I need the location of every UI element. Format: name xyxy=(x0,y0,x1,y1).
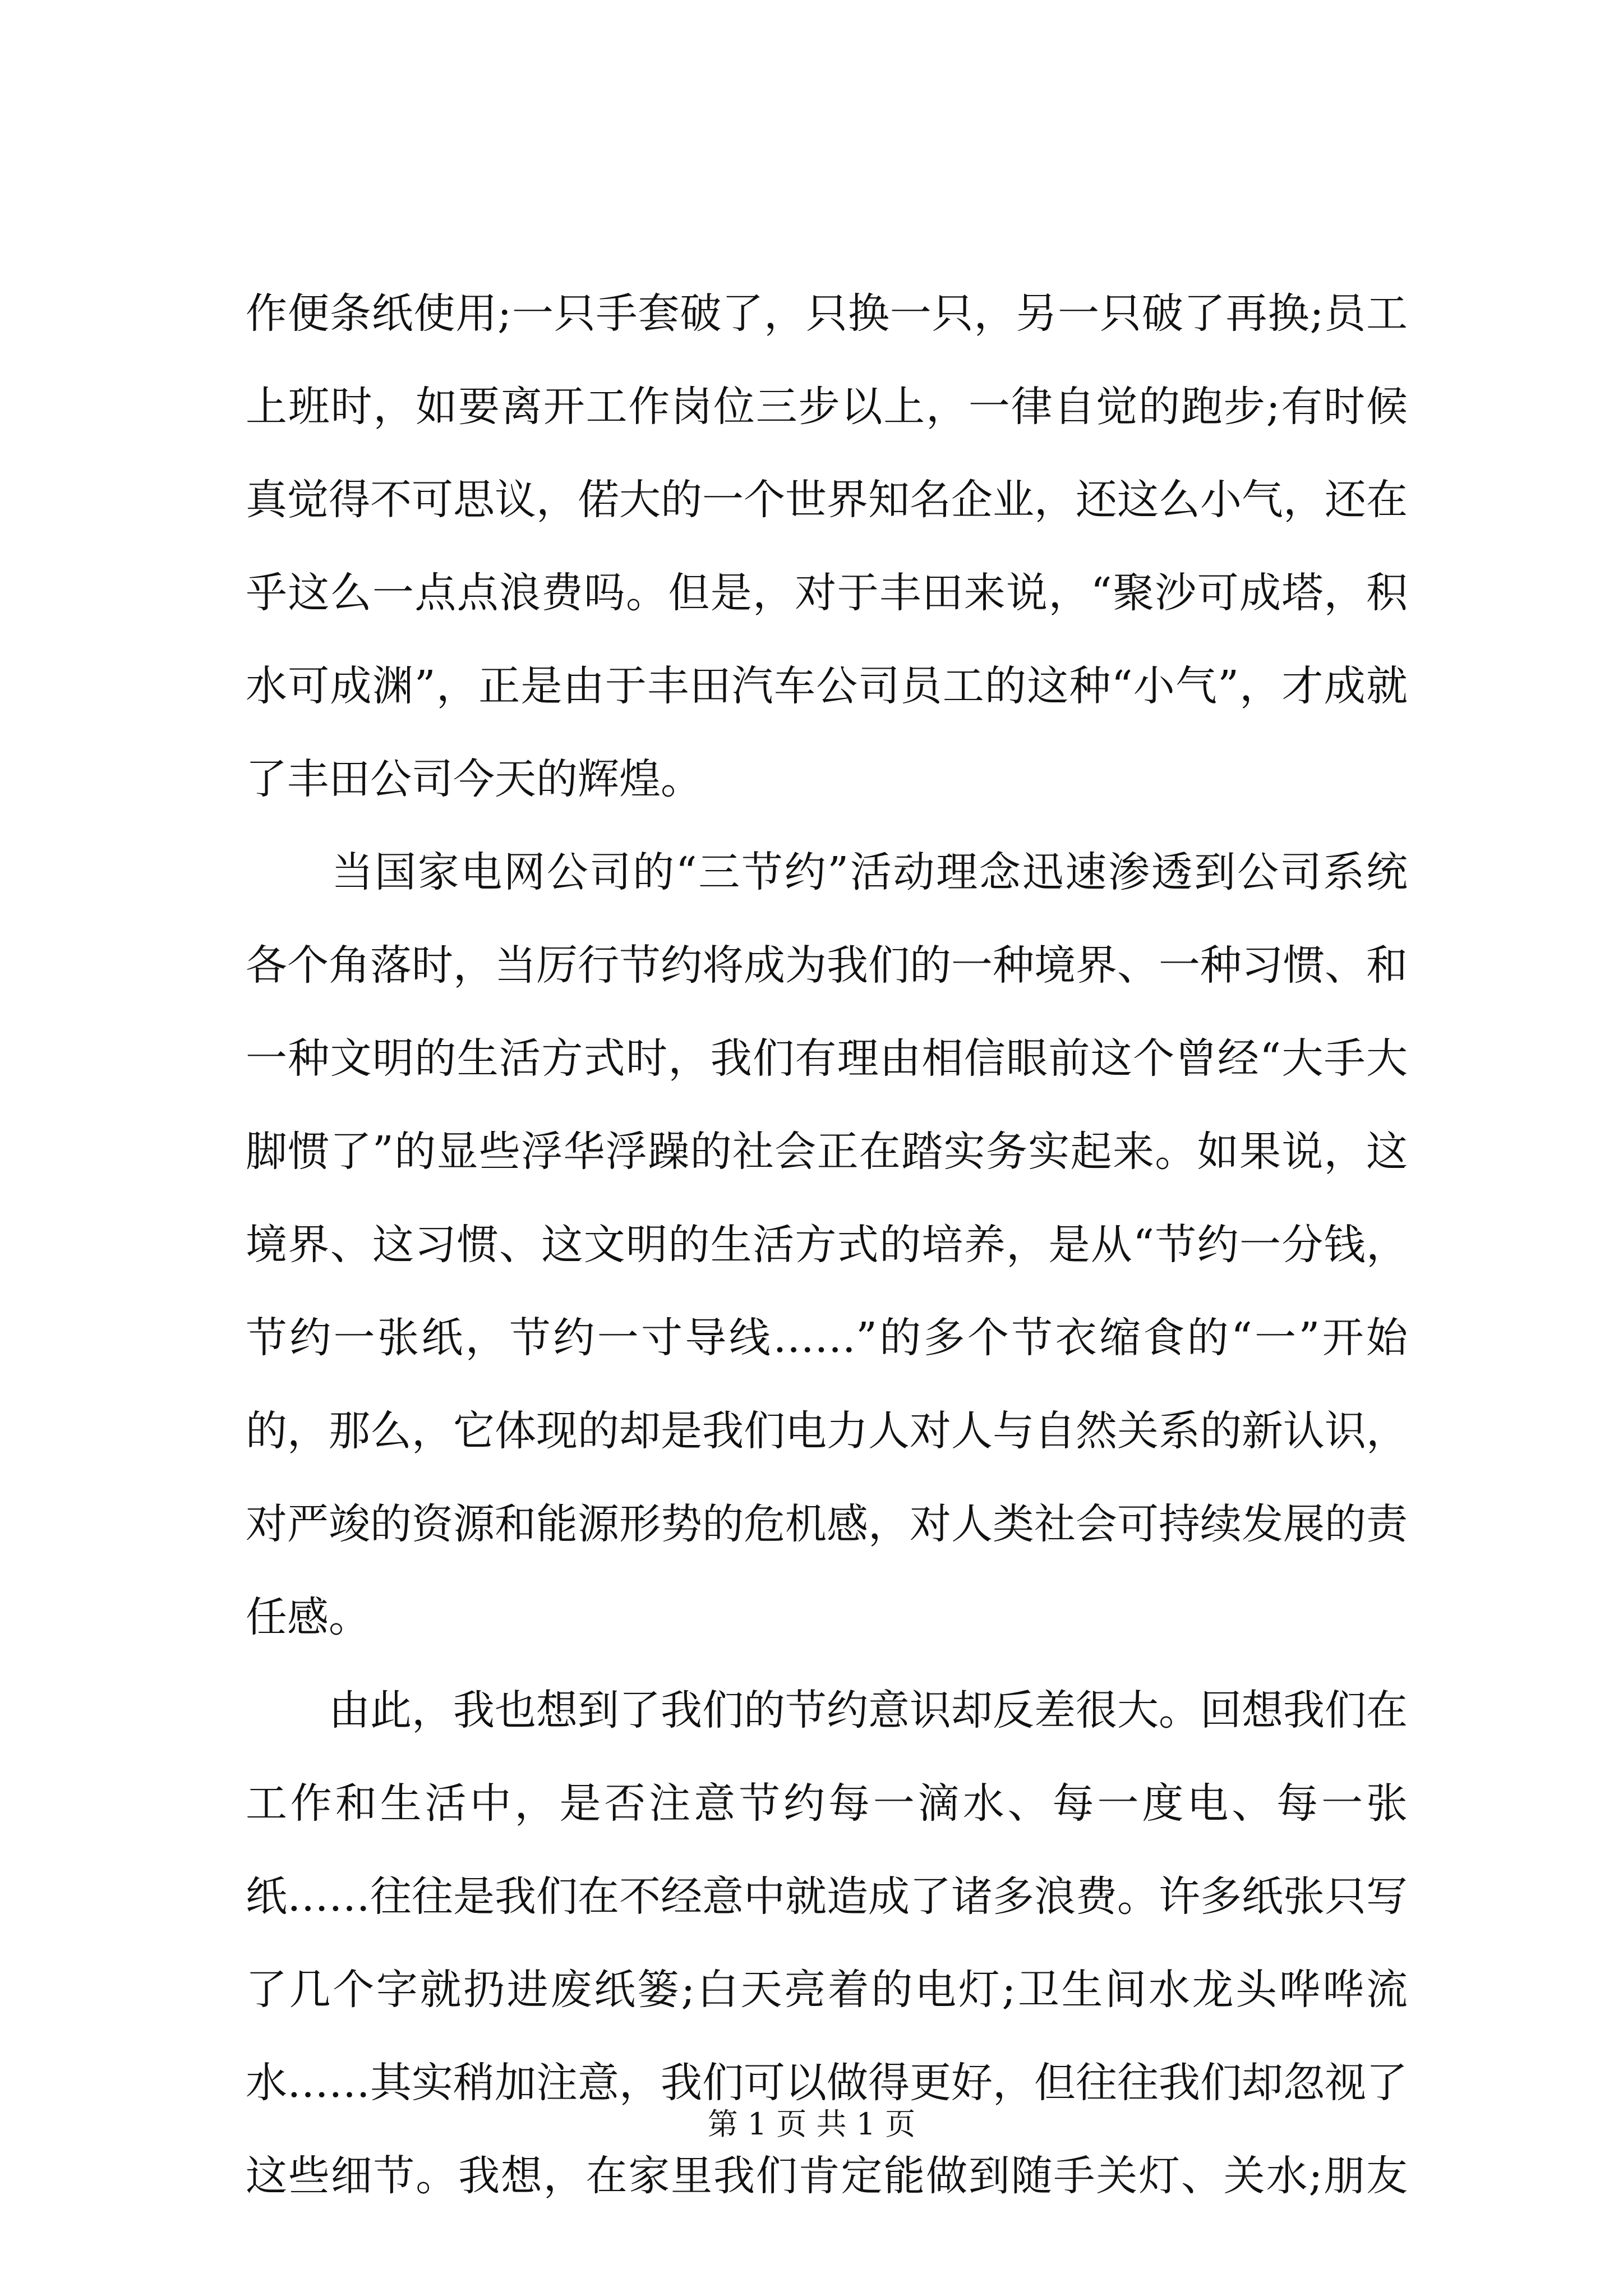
text-line: 水……其实稍加注意，我们可以做得更好，但往往我们却忽视了 xyxy=(246,2059,1408,2107)
text-line: 了丰田公司今天的辉煌。 xyxy=(246,755,702,803)
text-line: 各个角落时，当厉行节约将成为我们的一种境界、一种习惯、和 xyxy=(246,941,1408,990)
text-line: 任感。 xyxy=(246,1593,370,1641)
text-line: 真觉得不可思议，偌大的一个世界知名企业，还这么小气，还在 xyxy=(246,476,1408,524)
body-text xyxy=(246,267,1408,2223)
text-line: 纸……往往是我们在不经意中就造成了诸多浪费。许多纸张只写 xyxy=(246,1872,1408,1921)
text-line: 乎这么一点点浪费吗。但是，对于丰田来说，“聚沙可成塔，积 xyxy=(246,569,1408,617)
text-line: 当国家电网公司的“三节约”活动理念迅速渗透到公司系统 xyxy=(246,848,1408,896)
text-line: 了几个字就扔进废纸篓;白天亮着的电灯;卫生间水龙头哗哗流 xyxy=(246,1966,1408,2014)
text-line: 由此，我也想到了我们的节约意识却反差很大。回想我们在 xyxy=(246,1686,1408,1734)
text-line: 脚惯了”的显些浮华浮躁的社会正在踏实务实起来。如果说，这 xyxy=(246,1128,1408,1176)
text-line: 作便条纸使用;一只手套破了，只换一只，另一只破了再换;员工 xyxy=(246,289,1408,338)
text-line: 节约一张纸，节约一寸导线……”的多个节衣缩食的“一”开始 xyxy=(246,1314,1408,1362)
text-line: 境界、这习惯、这文明的生活方式的培养，是从“节约一分钱， xyxy=(246,1221,1408,1269)
text-line: 水可成渊”，正是由于丰田汽车公司员工的这种“小气”，才成就 xyxy=(246,662,1408,710)
text-line: 这些细节。我想，在家里我们肯定能做到随手关灯、关水;朋友 xyxy=(246,2152,1408,2200)
text-line: 一种文明的生活方式时，我们有理由相信眼前这个曾经“大手大 xyxy=(246,1034,1408,1083)
page-number-footer: 第 1 页 共 1 页 xyxy=(707,2106,916,2142)
text-line: 对严竣的资源和能源形势的危机感，对人类社会可持续发展的责 xyxy=(246,1500,1408,1548)
text-line: 上班时，如要离开工作岗位三步以上，一律自觉的跑步;有时候 xyxy=(246,383,1408,431)
text-line: 的，那么，它体现的却是我们电力人对人与自然关系的新认识， xyxy=(246,1407,1408,1455)
text-line: 工作和生活中，是否注意节约每一滴水、每一度电、每一张 xyxy=(246,1779,1408,1828)
